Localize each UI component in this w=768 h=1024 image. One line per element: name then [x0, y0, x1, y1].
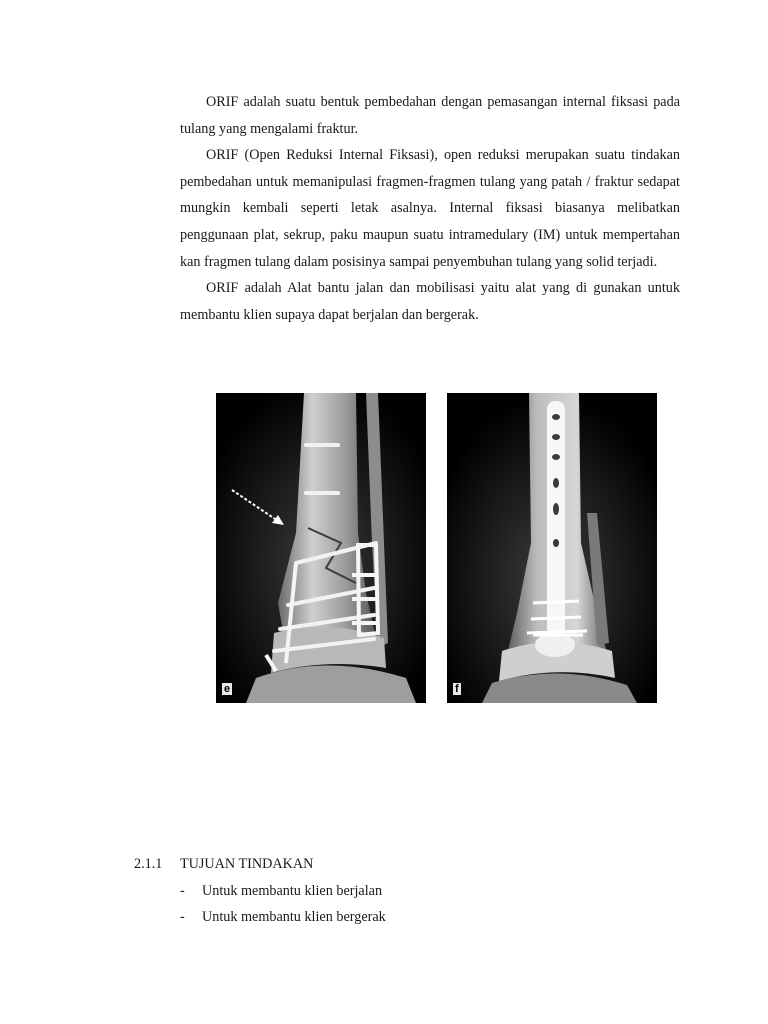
list-item-text: Untuk membantu klien bergerak — [202, 909, 386, 926]
list-bullet: - — [180, 882, 185, 899]
section-list — [134, 878, 694, 931]
body-text — [180, 89, 680, 328]
xray-image-ap — [447, 393, 657, 703]
paragraph-2: ORIF (Open Reduksi Internal Fiksasi), open reduksi merupakan suatu tindakan pembedahan untuk memanipulasi fragmen-fragmen tulang yang patah / fraktur sedapat mungkin kembali seperti letak asalnya. Internal fiksasi biasanya melibatkan penggunaan plat, sekrup, paku maupun suatu intramedulary (IM) untuk mempertahan kan fragmen tulang dalam posisinya sampai penyembuhan tulang yang solid terjadi. — [180, 147, 680, 270]
section-tujuan — [134, 851, 694, 931]
list-item-text: Untuk membantu klien berjalan — [202, 882, 383, 899]
section-title: TUJUAN TINDAKAN — [180, 856, 314, 872]
panel-label-b: f — [455, 683, 459, 695]
paragraph-3: ORIF adalah Alat bantu jalan dan mobilisasi yaitu alat yang di gunakan untuk membantu klien supaya dapat berjalan dan bergerak. — [180, 280, 680, 323]
xray-figures — [216, 393, 656, 703]
list-item — [180, 904, 694, 931]
list-bullet: - — [180, 909, 185, 926]
section-heading — [134, 851, 694, 878]
panel-label-a: e — [224, 683, 231, 695]
xray-image-lateral — [216, 393, 426, 703]
list-item — [180, 878, 694, 905]
paragraph-1: ORIF adalah suatu bentuk pembedahan dengan pemasangan internal fiksasi pada tulang yang mengalami fraktur. — [180, 94, 680, 137]
section-number: 2.1.1 — [134, 856, 163, 872]
